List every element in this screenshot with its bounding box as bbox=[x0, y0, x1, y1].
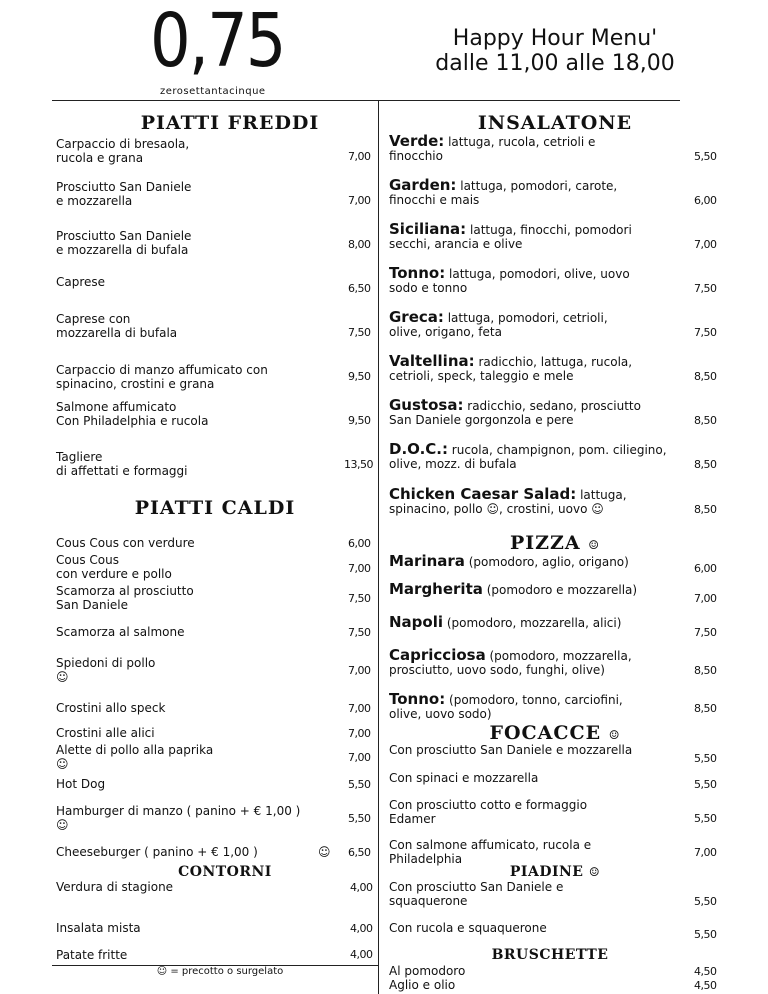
menu-item-name bbox=[56, 804, 300, 832]
menu-item-desc: spinacino, pollo ☺, crostini, uovo ☺ bbox=[389, 502, 604, 516]
menu-item-label: Alette di pollo alla paprika bbox=[56, 743, 214, 757]
menu-item-price: 7,00 bbox=[348, 727, 371, 740]
menu-item-name: Verde: bbox=[389, 132, 445, 150]
menu-item-name: Con prosciutto San Daniele e mozzarella bbox=[389, 743, 633, 757]
menu-item-price: 7,50 bbox=[348, 592, 371, 605]
menu-item-desc: olive, mozz. di bufala bbox=[389, 457, 517, 471]
section-title-contorni: CONTORNI bbox=[178, 864, 272, 880]
logo bbox=[150, 0, 285, 85]
menu-item bbox=[389, 178, 617, 207]
menu-item-price: 5,50 bbox=[694, 752, 717, 765]
menu-item-name: Marinara bbox=[389, 552, 465, 570]
menu-item-name: Salmone affumicato Con Philadelphia e rucola bbox=[56, 400, 209, 428]
menu-item-name: Tonno: bbox=[389, 690, 446, 708]
menu-item-price: 7,00 bbox=[348, 150, 371, 163]
menu-item-desc: sodo e tonno bbox=[389, 281, 468, 295]
menu-item-name: Hot Dog bbox=[56, 777, 106, 791]
menu-item-desc: radicchio, lattuga, rucola, bbox=[474, 355, 633, 369]
menu-item-desc: (pomodoro, mozzarella, alici) bbox=[443, 616, 622, 630]
menu-item-price: 5,50 bbox=[348, 778, 371, 791]
menu-item-name: Margherita bbox=[389, 580, 483, 598]
menu-item-name: Chicken Caesar Salad: bbox=[389, 485, 577, 503]
precooked-marker-icon: ☺ bbox=[588, 538, 601, 552]
menu-item-price: 6,00 bbox=[694, 562, 717, 575]
precooked-marker-icon: ☺ bbox=[56, 818, 69, 832]
menu-item-desc: radicchio, sedano, prosciutto bbox=[463, 399, 641, 413]
menu-item bbox=[389, 398, 641, 427]
menu-item-name: Cous Cous con verdure bbox=[56, 536, 195, 550]
menu-item-price: 7,50 bbox=[694, 626, 717, 639]
menu-item-name: Patate fritte bbox=[56, 948, 128, 962]
column-divider bbox=[378, 101, 379, 994]
menu-item-price: 5,50 bbox=[694, 895, 717, 908]
menu-item-desc: olive, uovo sodo) bbox=[389, 707, 492, 721]
menu-item-name: Caprese con mozzarella di bufala bbox=[56, 312, 178, 340]
menu-item-name bbox=[56, 743, 213, 771]
menu-item-price: 8,50 bbox=[694, 503, 717, 516]
menu-title bbox=[420, 26, 690, 76]
menu-item bbox=[389, 582, 637, 597]
menu-item-name: Carpaccio di manzo affumicato con spinacino, crostini e grana bbox=[56, 363, 268, 391]
focacce-title-text: FOCACCE bbox=[489, 722, 602, 744]
menu-item-price: 8,50 bbox=[694, 664, 717, 677]
menu-hours: dalle 11,00 alle 18,00 bbox=[435, 51, 675, 76]
menu-item-name: Scamorza al salmone bbox=[56, 625, 185, 639]
menu-item-label: Spiedoni di pollo bbox=[56, 656, 156, 670]
menu-item-desc: cetrioli, speck, taleggio e mele bbox=[389, 369, 574, 383]
menu-item-desc: lattuga, finocchi, pomodori bbox=[466, 223, 632, 237]
logo-subtitle: zerosettantacinque bbox=[160, 86, 266, 97]
menu-item-name: Insalata mista bbox=[56, 921, 141, 935]
header-divider bbox=[52, 100, 680, 101]
menu-item bbox=[389, 354, 632, 383]
menu-item-name: Verdura di stagione bbox=[56, 880, 174, 894]
section-title-piadine bbox=[490, 864, 620, 880]
menu-item-desc: olive, origano, feta bbox=[389, 325, 502, 339]
menu-item-price: 7,50 bbox=[694, 326, 717, 339]
menu-item bbox=[389, 310, 608, 339]
section-title-focacce bbox=[480, 722, 630, 744]
menu-item-desc: lattuga, pomodori, cetrioli, bbox=[443, 311, 608, 325]
footnote: ☺ = precotto o surgelato bbox=[156, 966, 284, 977]
menu-item-price: 6,50 bbox=[348, 282, 371, 295]
precooked-marker-icon: ☺ bbox=[56, 670, 69, 684]
menu-item-price: 7,00 bbox=[694, 238, 717, 251]
menu-item-price: 4,00 bbox=[350, 881, 373, 894]
menu-item-price: 6,50 bbox=[348, 846, 371, 859]
menu-item-desc: secchi, arancia e olive bbox=[389, 237, 523, 251]
menu-item-price: 4,50 bbox=[694, 979, 717, 992]
menu-item-desc: San Daniele gorgonzola e pere bbox=[389, 413, 574, 427]
menu-item-name: D.O.C.: bbox=[389, 440, 448, 458]
menu-item-name: Greca: bbox=[389, 308, 444, 326]
menu-item bbox=[389, 266, 630, 295]
menu-item bbox=[389, 442, 667, 471]
menu-item-price: 13,50 bbox=[344, 458, 373, 471]
menu-item-name: Con prosciutto San Daniele e squaquerone bbox=[389, 880, 564, 908]
menu-item-price: 4,50 bbox=[694, 965, 717, 978]
menu-item-price: 6,00 bbox=[348, 537, 371, 550]
menu-item-name bbox=[56, 656, 155, 684]
menu-item-price: 8,50 bbox=[694, 702, 717, 715]
precooked-marker-icon: ☺ bbox=[318, 845, 331, 859]
menu-item-desc: finocchio bbox=[389, 149, 443, 163]
menu-item-price: 9,50 bbox=[348, 414, 371, 427]
precooked-marker-icon: ☺ bbox=[588, 865, 601, 879]
precooked-marker-icon: ☺ bbox=[608, 728, 621, 742]
menu-item-name: Al pomodoro bbox=[389, 964, 466, 978]
menu-item-name: Cous Cous con verdure e pollo bbox=[56, 553, 172, 581]
menu-item-name: Aglio e olio bbox=[389, 978, 456, 992]
menu-item-name: Con prosciutto cotto e formaggio Edamer bbox=[389, 798, 588, 826]
menu-item-price: 6,00 bbox=[694, 194, 717, 207]
menu-item-price: 8,50 bbox=[694, 414, 717, 427]
menu-item-price: 4,00 bbox=[350, 922, 373, 935]
menu-item-name: Prosciutto San Daniele e mozzarella bbox=[56, 180, 192, 208]
menu-item bbox=[389, 615, 621, 630]
menu-item-name: Carpaccio di bresaola, rucola e grana bbox=[56, 137, 190, 165]
menu-item-name: Tonno: bbox=[389, 264, 446, 282]
piadine-title-text: PIADINE bbox=[509, 864, 584, 880]
menu-item-price: 7,00 bbox=[348, 194, 371, 207]
menu-item-desc: (pomodoro, mozzarella, bbox=[485, 649, 632, 663]
menu-item-price: 8,00 bbox=[348, 238, 371, 251]
menu-item-name: Prosciutto San Daniele e mozzarella di bufala bbox=[56, 229, 192, 257]
menu-item bbox=[389, 648, 632, 677]
logo-number: 0,75 bbox=[150, 0, 285, 85]
menu-item-name: Valtellina: bbox=[389, 352, 475, 370]
menu-item-name: Caprese bbox=[56, 275, 106, 289]
menu-item-name: Siciliana: bbox=[389, 220, 467, 238]
menu-item-name: Scamorza al prosciutto San Daniele bbox=[56, 584, 194, 612]
precooked-marker-icon: ☺ bbox=[56, 757, 69, 771]
menu-item-price: 7,00 bbox=[348, 664, 371, 677]
menu-item-price: 7,50 bbox=[348, 626, 371, 639]
menu-item bbox=[389, 554, 629, 569]
section-title-insalatone: INSALATONE bbox=[477, 112, 633, 134]
menu-item-price: 5,50 bbox=[694, 150, 717, 163]
menu-item-desc: lattuga, pomodori, olive, uovo bbox=[445, 267, 630, 281]
menu-item-price: 7,00 bbox=[348, 751, 371, 764]
pizza-title-text: PIZZA bbox=[509, 532, 581, 554]
menu-item-price: 7,00 bbox=[694, 592, 717, 605]
menu-item-price: 7,00 bbox=[694, 846, 717, 859]
menu-item-desc: (pomodoro, tonno, carciofini, bbox=[445, 693, 623, 707]
menu-item-price: 8,50 bbox=[694, 458, 717, 471]
menu-item-price: 5,50 bbox=[694, 778, 717, 791]
menu-item-price: 7,50 bbox=[694, 282, 717, 295]
menu-item-price: 5,50 bbox=[348, 812, 371, 825]
section-title-piatti-freddi: PIATTI FREDDI bbox=[140, 112, 320, 134]
menu-item-price: 8,50 bbox=[694, 370, 717, 383]
menu-item-name: Tagliere di affettati e formaggi bbox=[56, 450, 188, 478]
menu-item-name: Con rucola e squaquerone bbox=[389, 921, 547, 935]
menu-item-name: Cheeseburger ( panino + € 1,00 ) bbox=[56, 845, 258, 859]
menu-item-label: Hamburger di manzo ( panino + € 1,00 ) bbox=[56, 804, 301, 818]
menu-item bbox=[389, 487, 627, 516]
menu-item bbox=[389, 222, 632, 251]
menu-item-name: Con spinaci e mozzarella bbox=[389, 771, 539, 785]
menu-item-name: Capricciosa bbox=[389, 646, 486, 664]
menu-item-price: 4,00 bbox=[350, 948, 373, 961]
menu-item-price: 5,50 bbox=[694, 928, 717, 941]
menu-item-name: Crostini alle alici bbox=[56, 726, 155, 740]
section-title-piatti-caldi: PIATTI CALDI bbox=[134, 497, 296, 519]
menu-item-desc: rucola, champignon, pom. ciliegino, bbox=[447, 443, 667, 457]
menu-item-name: Garden: bbox=[389, 176, 457, 194]
section-title-bruschette: BRUSCHETTE bbox=[491, 947, 609, 963]
menu-item-name: Crostini allo speck bbox=[56, 701, 166, 715]
menu-item-desc: finocchi e mais bbox=[389, 193, 480, 207]
menu-item-price: 5,50 bbox=[694, 812, 717, 825]
menu-item bbox=[389, 134, 595, 163]
menu-item-desc: prosciutto, uovo sodo, funghi, olive) bbox=[389, 663, 605, 677]
menu-title-line1: Happy Hour Menu' bbox=[452, 26, 658, 51]
menu-item-name: Napoli bbox=[389, 613, 444, 631]
menu-item-desc: (pomodoro e mozzarella) bbox=[482, 583, 638, 597]
menu-item bbox=[389, 692, 623, 721]
menu-item-desc: (pomodoro, aglio, origano) bbox=[464, 555, 629, 569]
menu-item-desc: lattuga, bbox=[576, 488, 627, 502]
menu-item-price: 7,50 bbox=[348, 326, 371, 339]
section-title-pizza bbox=[500, 532, 610, 554]
menu-item-desc: lattuga, pomodori, carote, bbox=[456, 179, 618, 193]
menu-item-price: 7,00 bbox=[348, 702, 371, 715]
menu-item-price: 9,50 bbox=[348, 370, 371, 383]
menu-item-desc: lattuga, rucola, cetrioli e bbox=[444, 135, 596, 149]
menu-item-name: Gustosa: bbox=[389, 396, 464, 414]
menu-item-name: Con salmone affumicato, rucola e Philadelphia bbox=[389, 838, 592, 866]
menu-item-price: 7,00 bbox=[348, 562, 371, 575]
